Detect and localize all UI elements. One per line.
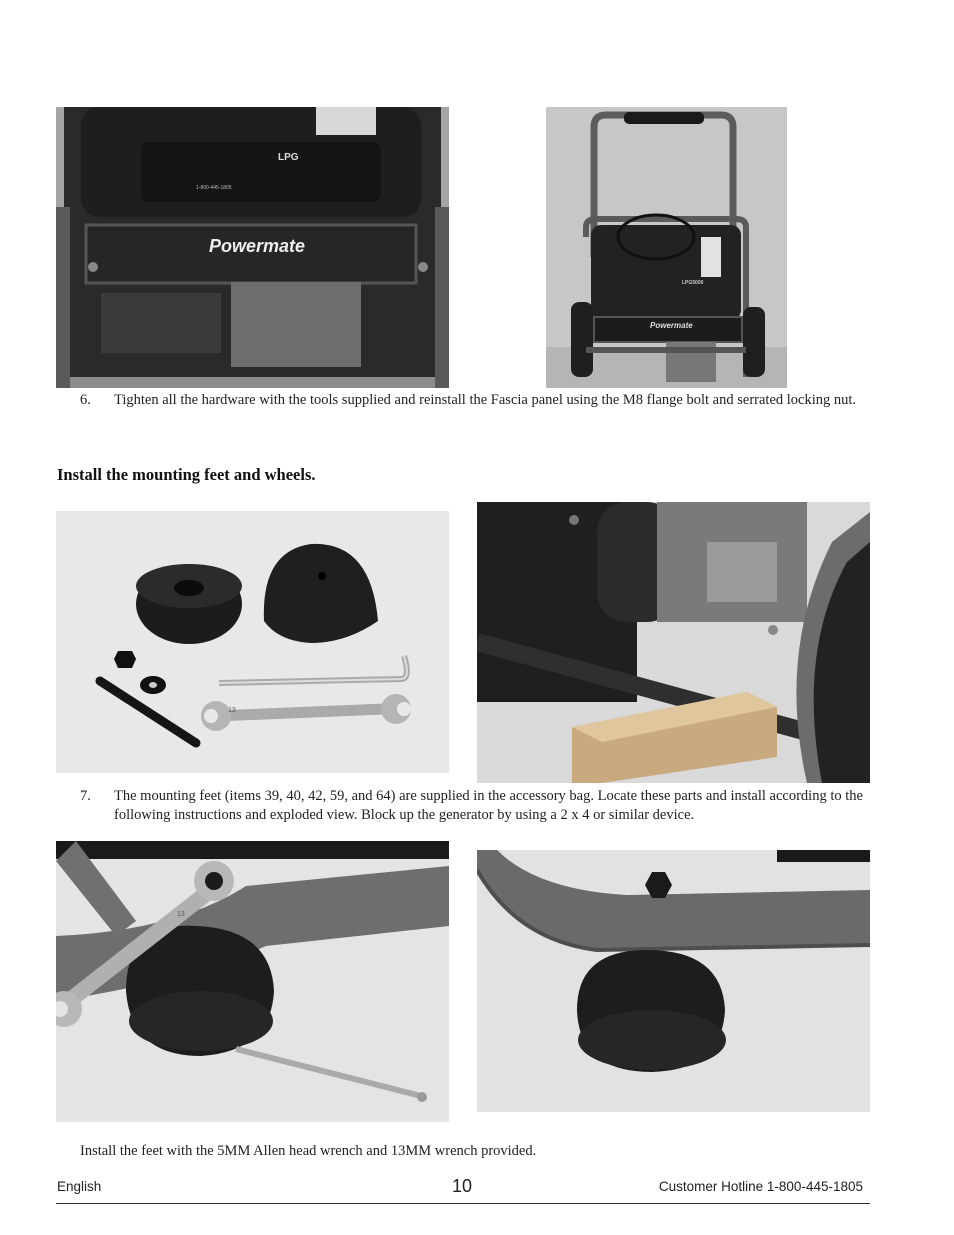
step-7 xyxy=(80,787,870,825)
step-6-number: 6. xyxy=(80,392,91,408)
foot-installed-photo xyxy=(477,850,870,1112)
customer-hotline: Customer Hotline 1-800-445-1805 xyxy=(658,1179,863,1194)
generator-model-label: LPG5000 xyxy=(682,280,704,286)
footer-divider xyxy=(56,1203,870,1204)
step-7-text: The mounting feet (items 39, 40, 42, 59, and 64) are supplied in the accessory bag. Locate these parts and install according to the following instructions and exploded view. Block up the generator by using a 2 x 4 or similar device. xyxy=(114,788,863,823)
generator-powermate-logo: Powermate xyxy=(650,321,693,330)
parts-wrench-mark: 13 xyxy=(228,707,236,714)
fascia-hotline-label: 1-800-445-1805 xyxy=(196,185,232,191)
mounting-feet-parts-photo xyxy=(56,511,449,773)
step-7-number: 7. xyxy=(80,788,91,804)
fascia-panel-photo xyxy=(56,107,449,388)
page-number: 10 xyxy=(451,1176,473,1196)
generator-block-photo xyxy=(477,502,870,783)
powermate-logo: Powermate xyxy=(209,236,306,256)
footer-language: English xyxy=(57,1179,102,1194)
step-6-text: Tighten all the hardware with the tools supplied and reinstall the Fascia panel using the M8 flange bolt and serrated locking nut. xyxy=(114,392,857,408)
foot-tightening-photo xyxy=(56,841,449,1122)
generator-front-photo xyxy=(546,107,787,388)
fascia-model-label: LPG xyxy=(278,152,299,163)
tightening-wrench-mark: 13 xyxy=(177,911,185,918)
step-6 xyxy=(80,391,870,410)
feet-caption: Install the feet with the 5MM Allen head wrench and 13MM wrench provided. xyxy=(80,1143,537,1159)
section-heading: Install the mounting feet and wheels. xyxy=(57,465,316,484)
